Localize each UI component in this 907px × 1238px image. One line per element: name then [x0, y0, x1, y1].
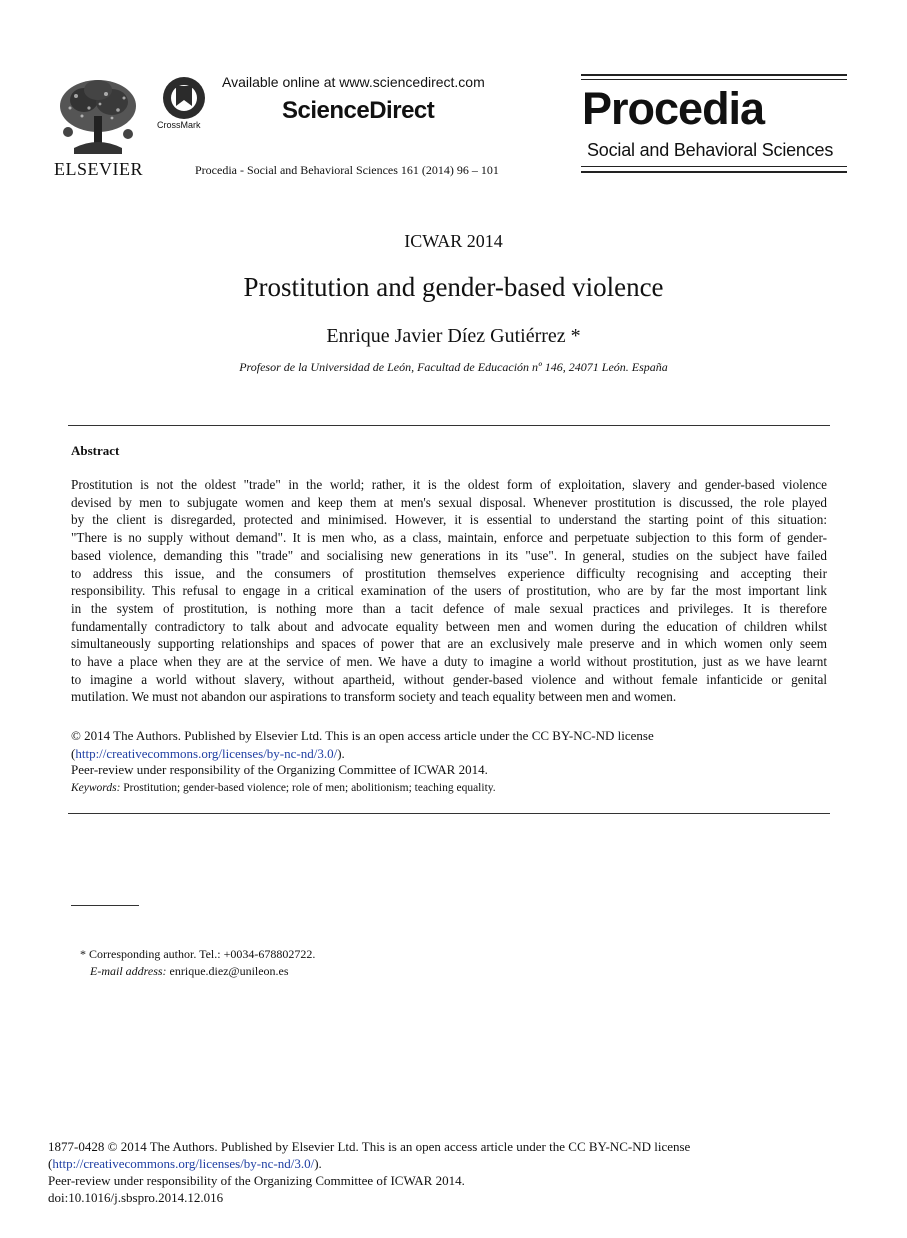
abstract-line: responsibility. This refusal to engage in a critical examination of the users of prostitution, who are by far the most important link	[71, 583, 827, 599]
elsevier-tree-logo	[54, 76, 142, 154]
crossmark-icon[interactable]	[162, 76, 206, 120]
abstract-line: in the system of prostitution, is nothing more than a tacit defence of male sexual practices and privileges. It is therefore	[71, 600, 827, 616]
license-line: © 2014 The Authors. Published by Elsevier Ltd. This is an open access article under the CC BY-NC-ND license	[71, 728, 654, 743]
procedia-logo-word: Procedia	[582, 83, 765, 134]
license-link-line: (http://creativecommons.org/licenses/by-nc-nd/3.0/).	[71, 745, 345, 761]
abstract-line: fundamentally contradictory to talk about and advocate equality between men and women during the education of children whilst	[71, 618, 827, 634]
footer-license-link-line: (http://creativecommons.org/licenses/by-nc-nd/3.0/).	[48, 1156, 322, 1171]
email-address[interactable]: enrique.diez@unileon.es	[166, 964, 289, 978]
author-affiliation: Profesor de la Universidad de León, Facultad de Educación nº 146, 24071 León. España	[239, 360, 668, 374]
abstract-line: devised by men to subjugate women and keep them at men's sexual disposal. Whenever prostitution is discussed, the role played	[71, 494, 827, 510]
corresponding-author-note: * Corresponding author. Tel.: +0034-678802722.	[80, 947, 316, 961]
article-title: Prostitution and gender-based violence	[243, 272, 664, 302]
footnote-rule	[71, 905, 139, 906]
available-online-link[interactable]: Available online at www.sciencedirect.com	[222, 74, 485, 90]
journal-citation: Procedia - Social and Behavioral Sciences 161 (2014) 96 – 101	[195, 163, 499, 177]
license-statement	[71, 727, 654, 762]
keywords-label: Keywords:	[71, 782, 121, 794]
abstract-line: to address this issue, and the consumers of prostitution themselves experience difficulty recognising and accepting their	[71, 565, 827, 581]
procedia-top-rule-2	[581, 79, 847, 80]
abstract-line: to have a place when they are at the service of men. We have a duty to imagine a world without prostitution, just as we have learnt	[71, 654, 827, 670]
procedia-bottom-rule	[581, 166, 847, 167]
author-name: Enrique Javier Díez Gutiérrez *	[326, 325, 581, 347]
procedia-subtitle: Social and Behavioral Sciences	[587, 140, 834, 160]
abstract-top-rule	[68, 425, 830, 426]
elsevier-wordmark: ELSEVIER	[54, 159, 143, 179]
abstract-line: Prostitution is not the oldest "trade" in the world; rather, it is the oldest form of exploitation, slavery and gender-based violence	[71, 477, 827, 492]
abstract-line: by the client is disregarded, protected and minimised. However, it is essential to understand the starting point of this situation:	[71, 512, 827, 528]
conference-name: ICWAR 2014	[404, 231, 503, 251]
crossmark-label: CrossMark	[157, 120, 201, 130]
keywords-list: Prostitution; gender-based violence; role of men; abolitionism; teaching equality.	[120, 782, 496, 794]
email-label: E-mail address:	[90, 964, 167, 978]
sciencedirect-brand[interactable]: ScienceDirect	[282, 97, 435, 124]
abstract-line: based violence, demanding this "trade" and socialising new generations in its "use". In general, studies on the subject have failed	[71, 547, 827, 563]
footer-license: 1877-0428 © 2014 The Authors. Published by Elsevier Ltd. This is an open access article under the CC BY-NC-ND license	[48, 1139, 691, 1154]
abstract-line: "There is no supply without demand". It is men who, as a class, maintain, enforce and perpetuate subjection to this form of gender-	[71, 530, 827, 546]
license-link[interactable]: http://creativecommons.org/licenses/by-nc-nd/3.0/	[75, 745, 338, 761]
footer-doi[interactable]: doi:10.1016/j.sbspro.2014.12.016	[48, 1190, 224, 1205]
abstract-line: simultaneously supporting relationships and spaces of power that are an exclusively male preserve and in which women only seem	[71, 636, 827, 652]
abstract-body	[71, 476, 827, 706]
abstract-heading: Abstract	[71, 443, 120, 458]
abstract-line: to imagine a world without slavery, without apartheid, without gender-based violence and without female infanticide or genital	[71, 671, 827, 687]
procedia-bottom-rule-2	[581, 171, 847, 173]
peer-review-note: Peer-review under responsibility of the Organizing Committee of ICWAR 2014.	[71, 762, 488, 777]
abstract-bottom-rule	[68, 813, 830, 814]
footer-peer-review: Peer-review under responsibility of the Organizing Committee of ICWAR 2014.	[48, 1173, 465, 1188]
email-note	[90, 964, 289, 979]
abstract-line: mutilation. We must not abandon our aspirations to transform society and teach equality between men and women.	[71, 689, 677, 705]
keywords	[71, 782, 496, 794]
footer-license-link[interactable]: http://creativecommons.org/licenses/by-nc-nd/3.0/	[52, 1156, 315, 1171]
procedia-top-rule	[581, 74, 847, 76]
